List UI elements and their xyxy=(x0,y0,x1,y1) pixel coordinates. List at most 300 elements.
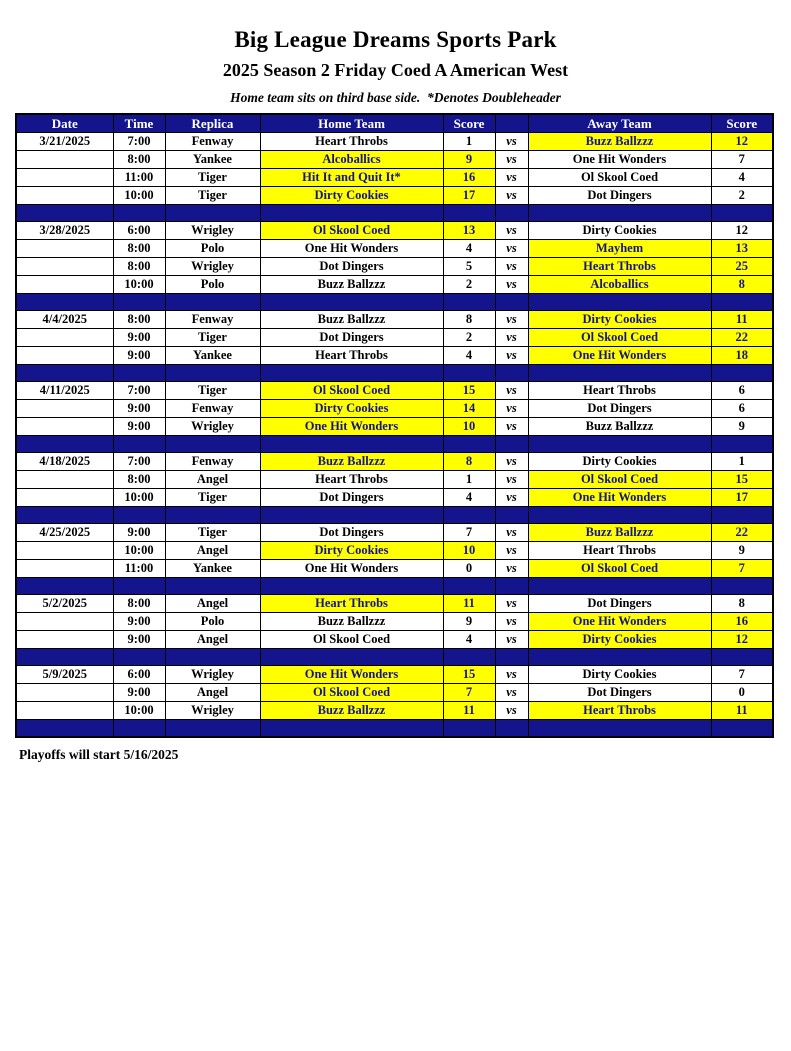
time-cell: 9:00 xyxy=(113,613,165,631)
date-cell xyxy=(16,471,113,489)
game-row xyxy=(16,311,773,329)
away-team-cell: Dot Dingers xyxy=(528,684,711,702)
game-row xyxy=(16,151,773,169)
away-score-cell: 15 xyxy=(711,471,773,489)
home-team-cell: Buzz Ballzzz xyxy=(260,613,443,631)
away-score-cell: 6 xyxy=(711,382,773,400)
header-away-score: Score xyxy=(711,114,773,133)
separator-cell xyxy=(165,720,260,737)
separator-cell xyxy=(16,365,113,382)
game-row xyxy=(16,382,773,400)
away-score-cell: 18 xyxy=(711,347,773,365)
vs-cell: vs xyxy=(495,169,528,187)
time-cell: 9:00 xyxy=(113,631,165,649)
vs-cell: vs xyxy=(495,631,528,649)
away-team-cell: Ol Skool Coed xyxy=(528,560,711,578)
home-team-cell: Heart Throbs xyxy=(260,595,443,613)
date-cell xyxy=(16,684,113,702)
separator-cell xyxy=(711,649,773,666)
away-team-cell: Alcoballics xyxy=(528,276,711,294)
separator-cell xyxy=(711,365,773,382)
replica-cell: Angel xyxy=(165,471,260,489)
vs-cell: vs xyxy=(495,471,528,489)
home-team-cell: Heart Throbs xyxy=(260,133,443,151)
page-title: Big League Dreams Sports Park xyxy=(234,27,557,52)
vs-cell: vs xyxy=(495,595,528,613)
vs-cell: vs xyxy=(495,489,528,507)
separator-cell xyxy=(528,507,711,524)
separator-cell xyxy=(260,578,443,595)
game-row xyxy=(16,347,773,365)
home-score-cell: 15 xyxy=(443,666,495,684)
separator-cell xyxy=(165,205,260,222)
separator-row xyxy=(16,436,773,453)
separator-cell xyxy=(113,507,165,524)
separator-cell xyxy=(165,649,260,666)
time-cell: 8:00 xyxy=(113,258,165,276)
separator-row xyxy=(16,205,773,222)
time-cell: 8:00 xyxy=(113,471,165,489)
replica-cell: Fenway xyxy=(165,311,260,329)
away-score-cell: 11 xyxy=(711,702,773,720)
away-team-cell: Dot Dingers xyxy=(528,400,711,418)
vs-cell: vs xyxy=(495,276,528,294)
vs-cell: vs xyxy=(495,400,528,418)
separator-cell xyxy=(16,720,113,737)
home-team-cell: Buzz Ballzzz xyxy=(260,276,443,294)
separator-cell xyxy=(260,507,443,524)
away-team-cell: One Hit Wonders xyxy=(528,489,711,507)
separator-row xyxy=(16,507,773,524)
separator-cell xyxy=(16,507,113,524)
away-score-cell: 0 xyxy=(711,684,773,702)
game-row xyxy=(16,560,773,578)
time-cell: 10:00 xyxy=(113,702,165,720)
home-score-cell: 1 xyxy=(443,471,495,489)
game-row xyxy=(16,418,773,436)
home-score-cell: 16 xyxy=(443,169,495,187)
home-team-cell: Hit It and Quit It* xyxy=(260,169,443,187)
away-score-cell: 8 xyxy=(711,276,773,294)
separator-row xyxy=(16,365,773,382)
replica-cell: Tiger xyxy=(165,489,260,507)
replica-cell: Polo xyxy=(165,613,260,631)
separator-cell xyxy=(711,578,773,595)
replica-cell: Tiger xyxy=(165,329,260,347)
replica-cell: Fenway xyxy=(165,400,260,418)
away-score-cell: 12 xyxy=(711,133,773,151)
vs-cell: vs xyxy=(495,666,528,684)
home-score-cell: 13 xyxy=(443,222,495,240)
replica-cell: Yankee xyxy=(165,151,260,169)
separator-cell xyxy=(711,205,773,222)
time-cell: 6:00 xyxy=(113,666,165,684)
separator-cell xyxy=(16,205,113,222)
home-team-cell: One Hit Wonders xyxy=(260,560,443,578)
away-team-cell: Ol Skool Coed xyxy=(528,169,711,187)
home-team-cell: Ol Skool Coed xyxy=(260,382,443,400)
away-team-cell: Ol Skool Coed xyxy=(528,471,711,489)
separator-row xyxy=(16,294,773,311)
date-cell xyxy=(16,240,113,258)
home-team-cell: Buzz Ballzzz xyxy=(260,311,443,329)
game-row xyxy=(16,542,773,560)
time-cell: 9:00 xyxy=(113,524,165,542)
away-score-cell: 7 xyxy=(711,560,773,578)
home-score-cell: 4 xyxy=(443,240,495,258)
replica-cell: Wrigley xyxy=(165,418,260,436)
separator-cell xyxy=(16,578,113,595)
vs-cell: vs xyxy=(495,222,528,240)
game-row xyxy=(16,524,773,542)
home-team-cell: One Hit Wonders xyxy=(260,240,443,258)
vs-cell: vs xyxy=(495,560,528,578)
separator-cell xyxy=(495,507,528,524)
time-cell: 9:00 xyxy=(113,684,165,702)
game-row xyxy=(16,613,773,631)
game-row xyxy=(16,276,773,294)
separator-cell xyxy=(528,720,711,737)
time-cell: 8:00 xyxy=(113,595,165,613)
home-score-cell: 4 xyxy=(443,489,495,507)
separator-cell xyxy=(113,294,165,311)
game-row xyxy=(16,169,773,187)
away-team-cell: Dot Dingers xyxy=(528,187,711,205)
separator-cell xyxy=(495,205,528,222)
home-score-cell: 1 xyxy=(443,133,495,151)
header-vs xyxy=(495,114,528,133)
time-cell: 10:00 xyxy=(113,489,165,507)
vs-cell: vs xyxy=(495,382,528,400)
date-cell: 4/4/2025 xyxy=(16,311,113,329)
replica-cell: Polo xyxy=(165,276,260,294)
vs-cell: vs xyxy=(495,311,528,329)
home-score-cell: 9 xyxy=(443,613,495,631)
time-cell: 7:00 xyxy=(113,453,165,471)
separator-cell xyxy=(260,720,443,737)
time-cell: 9:00 xyxy=(113,418,165,436)
home-team-cell: Dirty Cookies xyxy=(260,400,443,418)
replica-cell: Angel xyxy=(165,684,260,702)
date-cell: 4/18/2025 xyxy=(16,453,113,471)
separator-cell xyxy=(260,205,443,222)
home-team-cell: Dirty Cookies xyxy=(260,187,443,205)
time-cell: 11:00 xyxy=(113,169,165,187)
game-row xyxy=(16,595,773,613)
time-cell: 10:00 xyxy=(113,276,165,294)
home-score-cell: 7 xyxy=(443,684,495,702)
vs-cell: vs xyxy=(495,240,528,258)
replica-cell: Fenway xyxy=(165,133,260,151)
separator-cell xyxy=(528,649,711,666)
away-score-cell: 6 xyxy=(711,400,773,418)
vs-cell: vs xyxy=(495,453,528,471)
header-row xyxy=(16,114,773,133)
separator-cell xyxy=(165,507,260,524)
home-score-cell: 8 xyxy=(443,453,495,471)
separator-row xyxy=(16,649,773,666)
date-cell xyxy=(16,258,113,276)
away-score-cell: 9 xyxy=(711,542,773,560)
away-team-cell: Dot Dingers xyxy=(528,595,711,613)
away-team-cell: Dirty Cookies xyxy=(528,222,711,240)
replica-cell: Fenway xyxy=(165,453,260,471)
time-cell: 8:00 xyxy=(113,311,165,329)
date-cell xyxy=(16,276,113,294)
separator-cell xyxy=(495,294,528,311)
vs-cell: vs xyxy=(495,258,528,276)
schedule-table-body xyxy=(16,133,773,737)
game-row xyxy=(16,666,773,684)
away-score-cell: 7 xyxy=(711,151,773,169)
separator-cell xyxy=(495,436,528,453)
home-score-cell: 7 xyxy=(443,524,495,542)
away-score-cell: 13 xyxy=(711,240,773,258)
time-cell: 9:00 xyxy=(113,400,165,418)
away-score-cell: 17 xyxy=(711,489,773,507)
date-cell xyxy=(16,418,113,436)
vs-cell: vs xyxy=(495,151,528,169)
separator-cell xyxy=(711,436,773,453)
vs-cell: vs xyxy=(495,524,528,542)
separator-cell xyxy=(165,578,260,595)
game-row xyxy=(16,453,773,471)
separator-cell xyxy=(165,436,260,453)
away-team-cell: One Hit Wonders xyxy=(528,613,711,631)
home-score-cell: 2 xyxy=(443,329,495,347)
separator-cell xyxy=(165,294,260,311)
vs-cell: vs xyxy=(495,347,528,365)
separator-cell xyxy=(113,365,165,382)
separator-cell xyxy=(443,720,495,737)
home-team-cell: Ol Skool Coed xyxy=(260,684,443,702)
date-cell xyxy=(16,151,113,169)
date-cell: 4/25/2025 xyxy=(16,524,113,542)
header-home-score: Score xyxy=(443,114,495,133)
home-team-cell: Heart Throbs xyxy=(260,471,443,489)
home-score-cell: 11 xyxy=(443,702,495,720)
time-cell: 10:00 xyxy=(113,187,165,205)
time-cell: 9:00 xyxy=(113,329,165,347)
date-cell: 5/2/2025 xyxy=(16,595,113,613)
home-score-cell: 17 xyxy=(443,187,495,205)
home-score-cell: 8 xyxy=(443,311,495,329)
date-cell xyxy=(16,400,113,418)
game-row xyxy=(16,631,773,649)
separator-row xyxy=(16,578,773,595)
home-team-cell: Buzz Ballzzz xyxy=(260,702,443,720)
separator-cell xyxy=(711,720,773,737)
game-row xyxy=(16,702,773,720)
page-subtitle: 2025 Season 2 Friday Coed A American West xyxy=(222,60,569,80)
home-score-cell: 2 xyxy=(443,276,495,294)
away-team-cell: Buzz Ballzzz xyxy=(528,133,711,151)
home-score-cell: 0 xyxy=(443,560,495,578)
home-team-cell: Dot Dingers xyxy=(260,329,443,347)
home-score-cell: 4 xyxy=(443,631,495,649)
home-team-cell: Ol Skool Coed xyxy=(260,631,443,649)
away-score-cell: 12 xyxy=(711,631,773,649)
time-cell: 7:00 xyxy=(113,382,165,400)
away-team-cell: Ol Skool Coed xyxy=(528,329,711,347)
separator-cell xyxy=(113,578,165,595)
schedule-table xyxy=(15,113,774,738)
vs-cell: vs xyxy=(495,329,528,347)
away-team-cell: Mayhem xyxy=(528,240,711,258)
separator-cell xyxy=(113,436,165,453)
date-cell xyxy=(16,329,113,347)
separator-cell xyxy=(443,436,495,453)
home-team-cell: Heart Throbs xyxy=(260,347,443,365)
time-cell: 11:00 xyxy=(113,560,165,578)
away-team-cell: One Hit Wonders xyxy=(528,151,711,169)
vs-cell: vs xyxy=(495,133,528,151)
home-team-cell: Dirty Cookies xyxy=(260,542,443,560)
header-away-team: Away Team xyxy=(528,114,711,133)
date-cell xyxy=(16,187,113,205)
date-cell: 5/9/2025 xyxy=(16,666,113,684)
replica-cell: Wrigley xyxy=(165,222,260,240)
game-row xyxy=(16,240,773,258)
separator-cell xyxy=(443,365,495,382)
date-cell xyxy=(16,347,113,365)
home-score-cell: 5 xyxy=(443,258,495,276)
separator-cell xyxy=(528,365,711,382)
date-cell xyxy=(16,560,113,578)
date-cell: 3/21/2025 xyxy=(16,133,113,151)
home-score-cell: 10 xyxy=(443,542,495,560)
game-row xyxy=(16,489,773,507)
vs-cell: vs xyxy=(495,187,528,205)
home-score-cell: 15 xyxy=(443,382,495,400)
game-row xyxy=(16,133,773,151)
replica-cell: Angel xyxy=(165,542,260,560)
separator-cell xyxy=(165,365,260,382)
separator-cell xyxy=(528,205,711,222)
vs-cell: vs xyxy=(495,418,528,436)
away-score-cell: 12 xyxy=(711,222,773,240)
date-cell xyxy=(16,169,113,187)
separator-cell xyxy=(260,294,443,311)
separator-cell xyxy=(443,294,495,311)
page-note: Home team sits on third base side. *Denotes Doubleheader xyxy=(230,90,561,105)
game-row xyxy=(16,258,773,276)
separator-cell xyxy=(113,205,165,222)
home-score-cell: 11 xyxy=(443,595,495,613)
date-cell: 4/11/2025 xyxy=(16,382,113,400)
away-team-cell: Dirty Cookies xyxy=(528,631,711,649)
separator-cell xyxy=(260,436,443,453)
separator-cell xyxy=(443,649,495,666)
home-team-cell: Dot Dingers xyxy=(260,258,443,276)
away-team-cell: Heart Throbs xyxy=(528,702,711,720)
replica-cell: Tiger xyxy=(165,382,260,400)
replica-cell: Yankee xyxy=(165,560,260,578)
header-replica: Replica xyxy=(165,114,260,133)
separator-cell xyxy=(260,649,443,666)
away-team-cell: Buzz Ballzzz xyxy=(528,418,711,436)
separator-cell xyxy=(528,294,711,311)
separator-cell xyxy=(495,578,528,595)
separator-row xyxy=(16,720,773,737)
separator-cell xyxy=(711,507,773,524)
home-team-cell: Ol Skool Coed xyxy=(260,222,443,240)
date-cell: 3/28/2025 xyxy=(16,222,113,240)
away-team-cell: Heart Throbs xyxy=(528,258,711,276)
away-score-cell: 16 xyxy=(711,613,773,631)
home-score-cell: 4 xyxy=(443,347,495,365)
away-team-cell: Dirty Cookies xyxy=(528,666,711,684)
game-row xyxy=(16,400,773,418)
home-team-cell: One Hit Wonders xyxy=(260,666,443,684)
game-row xyxy=(16,187,773,205)
separator-cell xyxy=(260,365,443,382)
separator-cell xyxy=(443,507,495,524)
separator-cell xyxy=(711,294,773,311)
header-date: Date xyxy=(16,114,113,133)
time-cell: 10:00 xyxy=(113,542,165,560)
home-team-cell: Buzz Ballzzz xyxy=(260,453,443,471)
home-team-cell: One Hit Wonders xyxy=(260,418,443,436)
date-cell xyxy=(16,702,113,720)
away-score-cell: 1 xyxy=(711,453,773,471)
separator-cell xyxy=(443,578,495,595)
header-home-team: Home Team xyxy=(260,114,443,133)
home-team-cell: Alcoballics xyxy=(260,151,443,169)
away-team-cell: Heart Throbs xyxy=(528,382,711,400)
away-score-cell: 8 xyxy=(711,595,773,613)
separator-cell xyxy=(16,294,113,311)
separator-cell xyxy=(16,649,113,666)
away-score-cell: 11 xyxy=(711,311,773,329)
home-score-cell: 14 xyxy=(443,400,495,418)
replica-cell: Tiger xyxy=(165,187,260,205)
separator-cell xyxy=(113,649,165,666)
game-row xyxy=(16,471,773,489)
date-cell xyxy=(16,631,113,649)
date-cell xyxy=(16,489,113,507)
replica-cell: Wrigley xyxy=(165,702,260,720)
time-cell: 6:00 xyxy=(113,222,165,240)
away-score-cell: 2 xyxy=(711,187,773,205)
away-team-cell: Dirty Cookies xyxy=(528,453,711,471)
away-score-cell: 4 xyxy=(711,169,773,187)
time-cell: 8:00 xyxy=(113,240,165,258)
away-score-cell: 22 xyxy=(711,329,773,347)
vs-cell: vs xyxy=(495,542,528,560)
away-team-cell: Heart Throbs xyxy=(528,542,711,560)
away-score-cell: 22 xyxy=(711,524,773,542)
separator-cell xyxy=(528,436,711,453)
time-cell: 8:00 xyxy=(113,151,165,169)
vs-cell: vs xyxy=(495,684,528,702)
time-cell: 7:00 xyxy=(113,133,165,151)
separator-cell xyxy=(495,720,528,737)
separator-cell xyxy=(16,436,113,453)
separator-cell xyxy=(495,365,528,382)
replica-cell: Wrigley xyxy=(165,666,260,684)
replica-cell: Tiger xyxy=(165,524,260,542)
separator-cell xyxy=(113,720,165,737)
game-row xyxy=(16,329,773,347)
vs-cell: vs xyxy=(495,613,528,631)
away-team-cell: One Hit Wonders xyxy=(528,347,711,365)
game-row xyxy=(16,222,773,240)
header-time: Time xyxy=(113,114,165,133)
away-score-cell: 9 xyxy=(711,418,773,436)
replica-cell: Angel xyxy=(165,595,260,613)
time-cell: 9:00 xyxy=(113,347,165,365)
